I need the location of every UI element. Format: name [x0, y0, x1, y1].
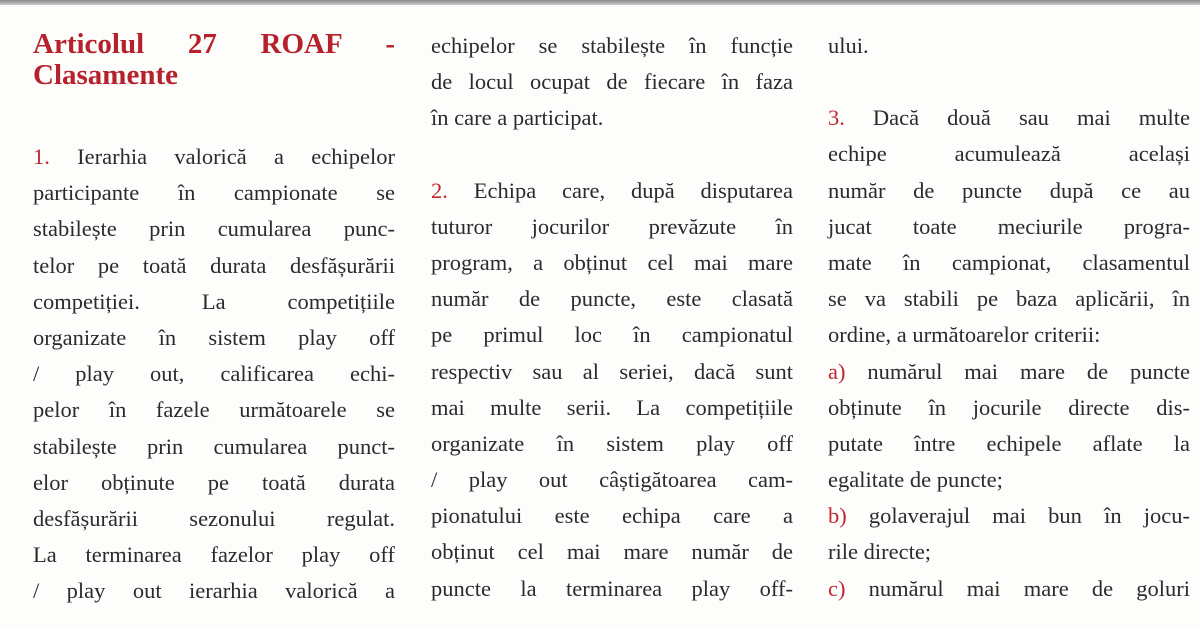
paragraph-marker: 2.	[431, 177, 448, 203]
text-line: stabilește prin cumularea punct-	[33, 433, 395, 459]
text-line: obținut cel mai mare număr de	[431, 539, 793, 565]
text-line: stabilește prin cumularea punc-	[33, 216, 395, 242]
text-line: / play out câștigătoarea cam-	[431, 467, 793, 493]
criterion-b	[828, 498, 1190, 570]
text-line: egalitate de puncte;	[828, 467, 1003, 493]
paragraph-marker: 1.	[33, 144, 50, 169]
paragraph-3	[828, 100, 1190, 353]
text-line: rile directe;	[828, 539, 932, 565]
text-line: numărul mai mare de goluri	[845, 575, 1190, 601]
text-line: desfășurării sezonului regulat.	[33, 505, 395, 531]
text-line: obținute în jocurile directe dis-	[828, 394, 1190, 420]
column-2	[431, 28, 793, 607]
text-line: echipe acumulează același	[828, 141, 1190, 167]
text-line: Dacă două sau mai multe	[844, 105, 1190, 131]
text-line: putate între echipele aflate la	[828, 430, 1190, 456]
text-line: Ierarhia valorică a echipelor	[49, 144, 395, 169]
text-line: elor obținute pe toată durata	[33, 469, 395, 495]
column-1	[33, 28, 395, 609]
text-line: / play out, calificarea echi-	[33, 361, 395, 387]
text-line: în care a participat.	[431, 105, 604, 131]
text-line: jucat toate meciurile progra-	[828, 213, 1190, 239]
criterion-c	[828, 571, 1190, 607]
text-line: număr de puncte, este clasată	[431, 286, 793, 312]
article-columns	[0, 28, 1200, 627]
text-line: număr de puncte după ce au	[828, 177, 1190, 203]
text-line: pionatului este echipa care a	[431, 503, 793, 529]
criterion-marker: c)	[828, 575, 846, 601]
criterion-marker: a)	[828, 358, 846, 384]
text-line: ului.	[828, 33, 869, 58]
text-line: Echipa care, după disputarea	[447, 177, 793, 203]
text-line: golaverajul mai bun în jocu-	[846, 503, 1190, 529]
text-line: de locul ocupat de fiecare în faza	[431, 69, 793, 95]
column-3	[828, 28, 1190, 607]
paragraph-2-continued	[828, 28, 1190, 64]
title-line-1: Articolul 27 ROAF -	[33, 28, 395, 60]
text-line: telor pe toată durata desfășurării	[33, 252, 395, 278]
criterion-marker: b)	[828, 503, 847, 529]
text-line: program, a obținut cel mai mare	[431, 249, 793, 275]
text-line: echipelor se stabilește în funcție	[431, 33, 793, 58]
criterion-a	[828, 354, 1190, 499]
paragraph-2	[431, 173, 793, 607]
text-line: organizate în sistem play off	[431, 430, 793, 456]
text-line: numărul mai mare de puncte	[845, 358, 1190, 384]
text-line: respectiv sau al seriei, dacă sunt	[431, 358, 793, 384]
paragraph-1-continued	[431, 28, 793, 137]
text-line: participante în campionate se	[33, 180, 395, 206]
text-line: mate în campionat, clasamentul	[828, 249, 1190, 275]
text-line: La terminarea fazelor play off	[33, 542, 395, 568]
text-line: puncte la terminarea play off-	[431, 575, 793, 601]
title-line-2: Clasamente	[33, 59, 178, 91]
text-line: pe primul loc în campionatul	[431, 322, 793, 348]
paragraph-marker: 3.	[828, 105, 845, 131]
text-line: se va stabili pe baza aplicării, în	[828, 286, 1190, 312]
paragraph-1	[33, 139, 395, 609]
text-line: / play out ierarhia valorică a	[33, 578, 395, 604]
text-line: mai multe serii. La competițiile	[431, 394, 793, 420]
article-title	[33, 28, 395, 91]
text-line: ordine, a următoarelor criterii:	[828, 322, 1101, 348]
text-line: competiției. La competițiile	[33, 288, 395, 314]
text-line: tuturor jocurilor prevăzute în	[431, 213, 793, 239]
text-line: pelor în fazele următoarele se	[33, 397, 395, 423]
text-line: organizate în sistem play off	[33, 324, 395, 350]
top-border	[0, 0, 1200, 5]
